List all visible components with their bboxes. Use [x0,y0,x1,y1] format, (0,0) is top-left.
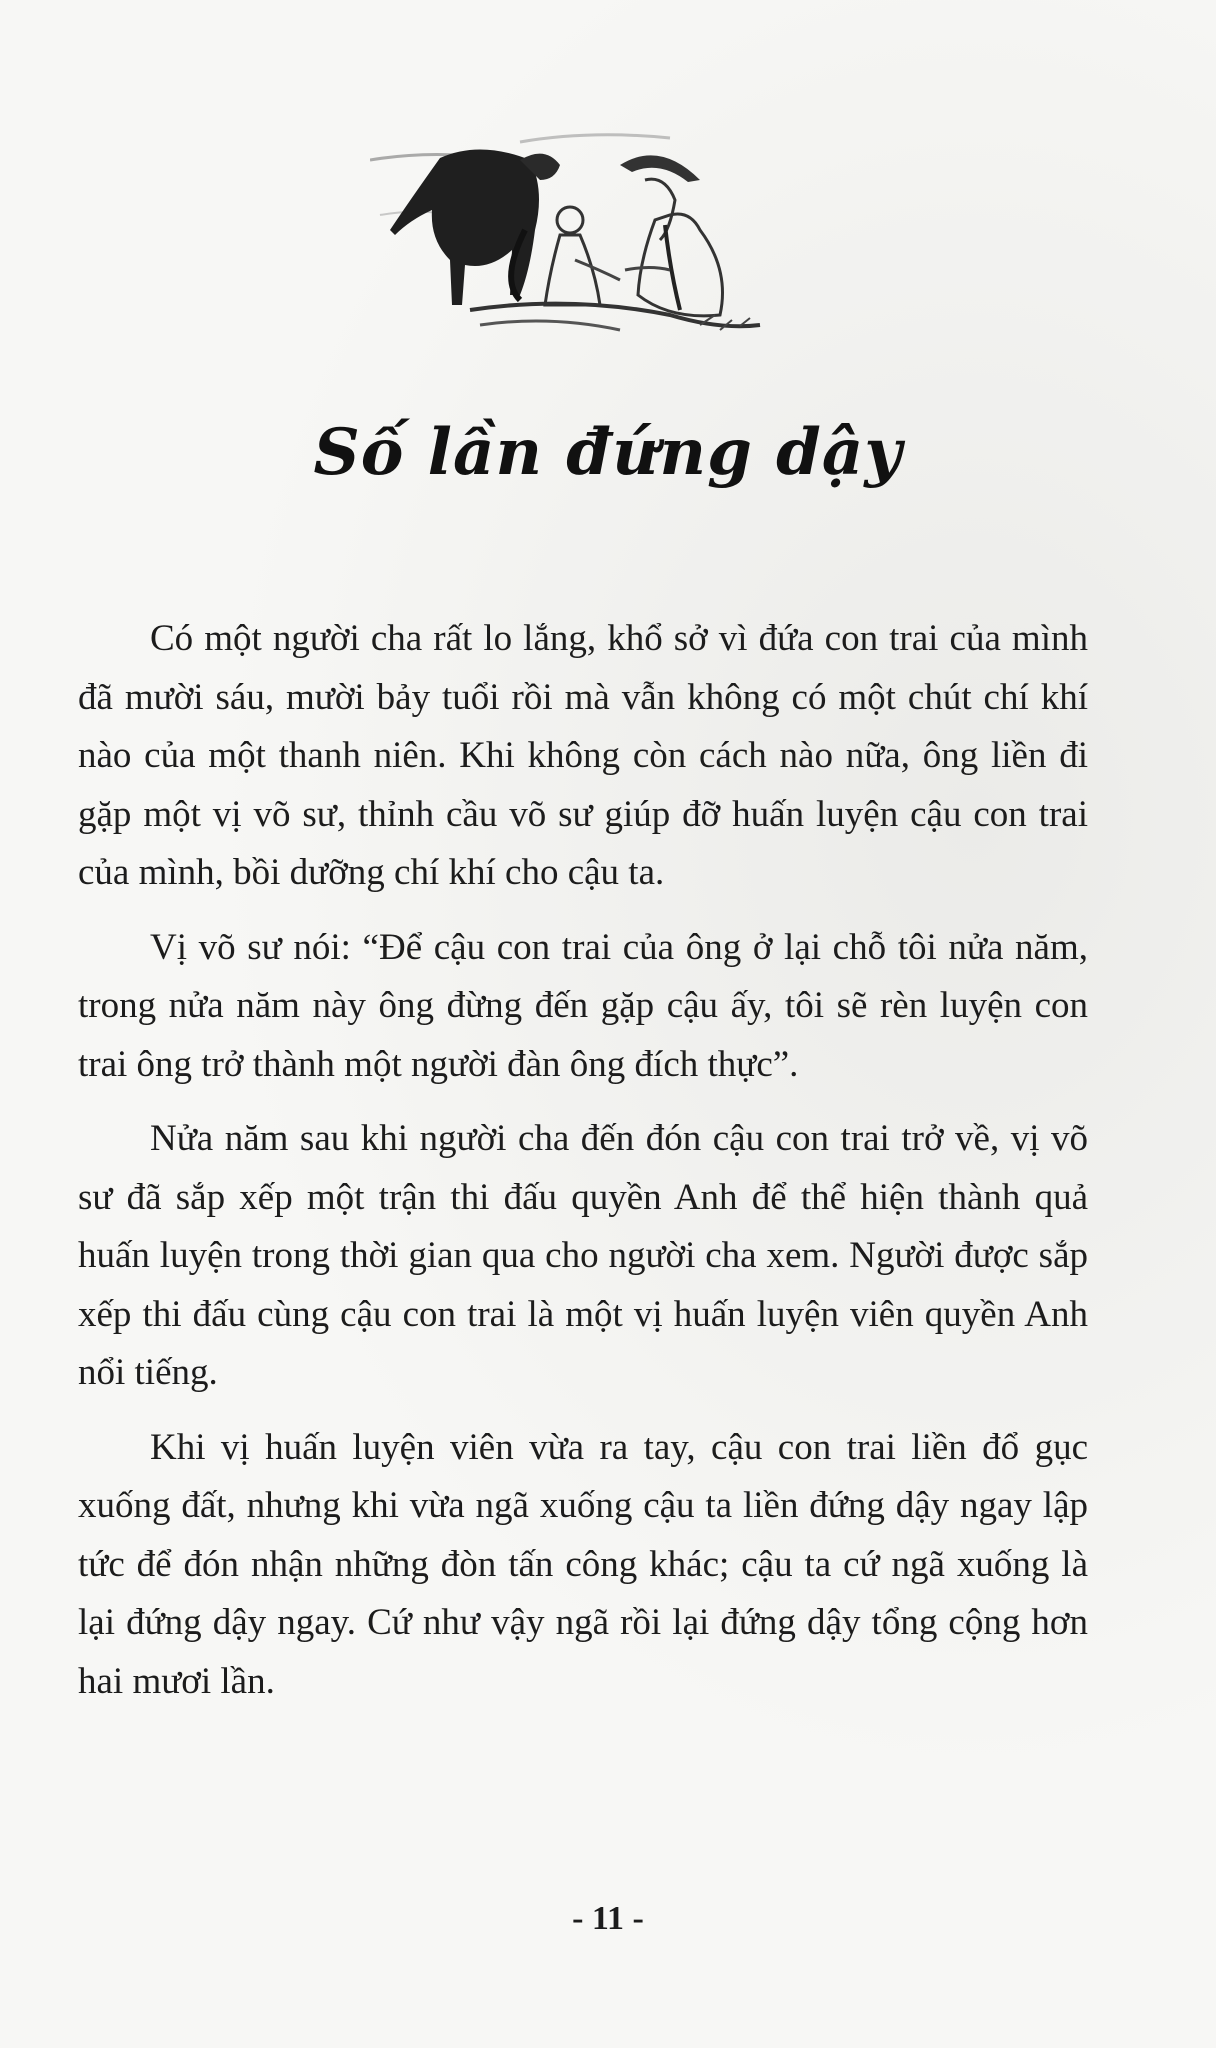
paragraph: Nửa năm sau khi người cha đến đón cậu con trai trở về, vị võ sư đã sắp xếp một trận thi đấu quyền Anh để thể hiện thành quả huấn luyện trong thời gian qua cho người cha xem. Người được sắp xếp thi đấu cùng cậu con trai là một vị huấn luyện viên quyền Anh nổi tiếng. [78,1118,1088,1393]
paragraph: Khi vị huấn luyện viên vừa ra tay, cậu con trai liền đổ gục xuống đất, nhưng khi vừa ngã xuống cậu ta liền đứng dậy ngay lập tức để đón nhận những đòn tấn công khác; cậu ta cứ ngã xuống là lại đứng dậy ngay. Cứ như vậy ngã rồi lại đứng dậy tổng cộng hơn hai mươi lần. [78,1426,1088,1702]
chapter-title: Số lần đứng dậy [313,415,903,490]
chapter-body [78,610,1088,1727]
paragraph: Vị võ sư nói: “Để cậu con trai của ông ở lại chỗ tôi nửa năm, trong nửa năm này ông đừng đến gặp cậu ấy, tôi sẽ rèn luyện con trai ông trở thành một người đàn ông đích thực”. [78,926,1088,1085]
ink-illustration [370,120,790,360]
paragraph: Có một người cha rất lo lắng, khổ sở vì đứa con trai của mình đã mười sáu, mười bảy tuổi rồi mà vẫn không có một chút chí khí nào của một thanh niên. Khi không còn cách nào nữa, ông liền đi gặp một vị võ sư, thỉnh cầu võ sư giúp đỡ huấn luyện cậu con trai của mình, bồi dưỡng chí khí cho cậu ta. [78,618,1088,893]
page-number: - 11 - [572,1900,644,1937]
